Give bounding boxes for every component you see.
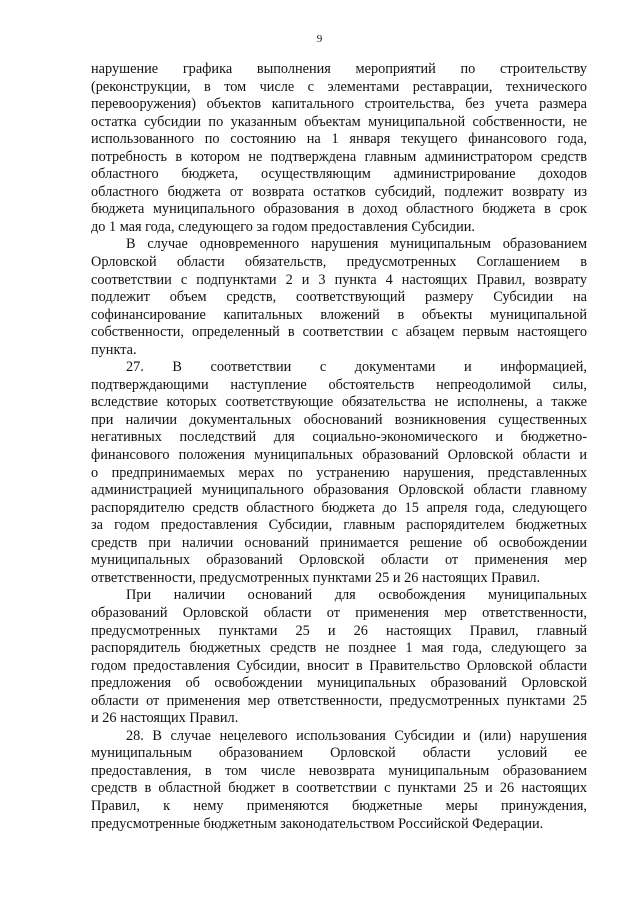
text-line: Правил, к нему применяются бюджетные меры принуждения, — [91, 797, 587, 814]
text-line: областного бюджета от возврата остатков субсидий, подлежит возврату из — [91, 183, 587, 200]
paragraph — [91, 61, 587, 236]
text-line: бюджета муниципального образования в доход областного бюджета в срок — [91, 201, 587, 218]
text-line: финансового положения муниципальных образований Орловской области и — [91, 447, 587, 464]
text-line: средств в областной бюджет в соответствии с пунктами 25 и 26 настоящих — [91, 780, 587, 797]
text-line: собственности, определенный в соответствии с абзацем первым настоящего — [91, 324, 587, 341]
paragraph — [91, 359, 587, 587]
text-line: потребность в котором не подтверждена главным администратором средств — [91, 148, 587, 165]
text-line: предоставления, в том числе невозврата муниципальным образованием — [91, 762, 587, 779]
text-line: соответствии с подпунктами 2 и 3 пункта 4 настоящих Правил, возврату — [91, 271, 587, 288]
text-line: распорядитель бюджетных средств не позднее 1 мая года, следующего за — [91, 640, 587, 657]
paragraph — [91, 728, 587, 833]
text-line: перевооружения) объектов капитального строительства, без учета размера — [91, 96, 587, 113]
text-line: Орловской области обязательств, предусмотренных Соглашением в — [91, 254, 587, 271]
text-line: остатка субсидии по указанным объектам муниципальной собственности, не — [91, 113, 587, 130]
text-line: негативных последствий для социально-экономического и бюджетно- — [91, 429, 587, 446]
text-line: предусмотренные бюджетным законодательством Российской Федерации. — [91, 815, 544, 832]
text-line: за годом предоставления Субсидии, главным распорядителем бюджетных — [91, 517, 587, 534]
text-line: при наличии документальных обоснований возникновения существенных — [91, 411, 587, 428]
text-line: и 26 настоящих Правил. — [91, 710, 239, 727]
text-line: При наличии оснований для освобождения муниципальных — [126, 587, 587, 604]
text-line: муниципальных образований Орловской области от применения мер — [91, 552, 587, 569]
paragraph — [91, 587, 587, 727]
text-line: пункта. — [91, 341, 137, 358]
text-line: распорядителю средств областного бюджета до 15 апреля года, следующего — [91, 499, 587, 516]
text-line: предусмотренных пунктами 25 и 26 настоящих Правил, главный — [91, 622, 587, 639]
text-line: области от применения мер ответственности, предусмотренных пунктами 25 — [91, 692, 587, 709]
text-line: нарушение графика выполнения мероприятий по строительству — [91, 61, 587, 77]
page-number: 9 — [316, 33, 323, 45]
text-line: софинансирование капитальных вложений в объекты муниципальной — [91, 306, 587, 323]
text-line: муниципальным образованием Орловской области условий ее — [91, 745, 587, 762]
text-line: образований Орловской области от применения мер ответственности, — [91, 604, 587, 621]
paragraph — [91, 236, 587, 359]
text-line: годом предоставления Субсидии, вносит в Правительство Орловской области — [91, 657, 587, 674]
text-line: администрацией муниципального образования Орловской области главному — [91, 482, 587, 499]
text-line: 28. В случае нецелевого использования Субсидии и (или) нарушения — [126, 727, 587, 744]
text-line: В случае одновременного нарушения муниципальным образованием — [126, 236, 587, 253]
text-line: ответственности, предусмотренных пунктами 25 и 26 настоящих Правил. — [91, 569, 541, 586]
text-line: использованного по состоянию на 1 января текущего финансового года, — [91, 131, 587, 148]
text-line: подтверждающими наступление обстоятельств непреодолимой силы, — [91, 376, 587, 393]
text-line: средств при наличии оснований принимается решение об освобождении — [91, 534, 587, 551]
text-line: (реконструкции, в том числе с элементами реставрации, технического — [91, 78, 587, 95]
text-line: вследствие которых соответствующие обязательства не исполнены, а также — [91, 394, 587, 411]
text-line: до 1 мая года, следующего за годом предоставления Субсидии. — [91, 218, 475, 235]
text-line: областного бюджета, осуществляющим администрирование доходов — [91, 166, 587, 183]
text-line: подлежит объем средств, соответствующий размеру Субсидии на — [91, 289, 587, 306]
text-line: предложения об освобождении муниципальных образований Орловской — [91, 675, 587, 692]
document-body — [91, 61, 587, 833]
text-line: 27. В соответствии с документами и информацией, — [126, 359, 587, 376]
text-line: о предпринимаемых мерах по устранению нарушения, представленных — [91, 464, 587, 481]
